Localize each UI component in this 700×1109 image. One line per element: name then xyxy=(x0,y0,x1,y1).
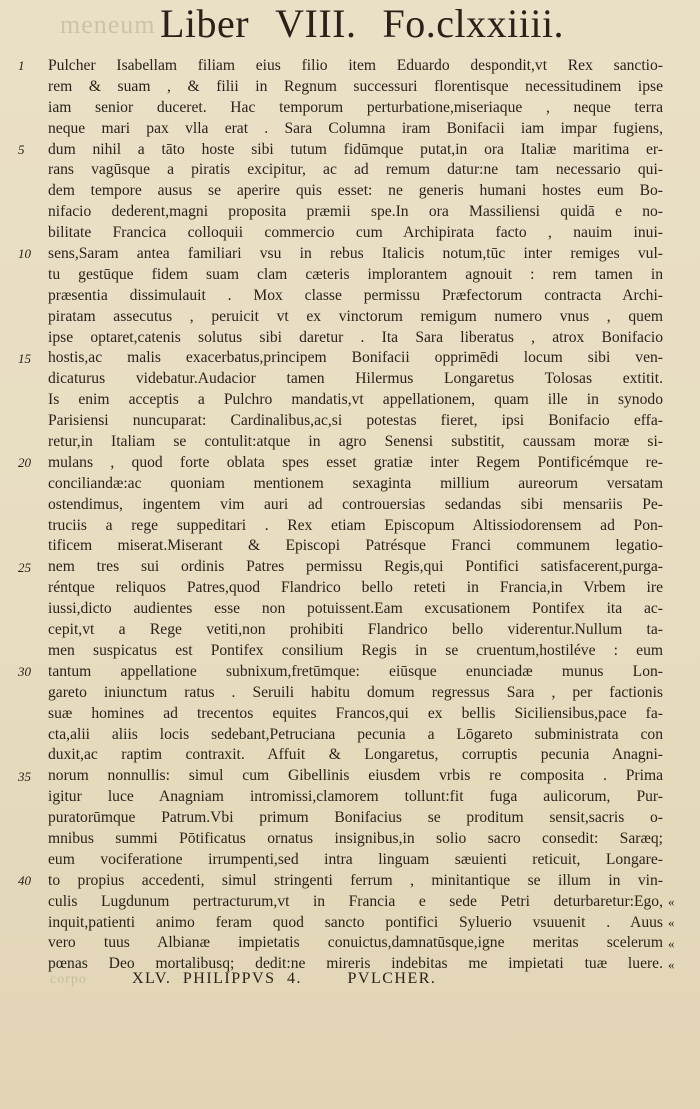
page-footer xyxy=(50,970,650,994)
running-head-book: Liber xyxy=(160,1,250,46)
text-line: præsentia dissimulauit . Mox classe permissu Præfectorum contracta Archi- xyxy=(48,286,663,304)
text-line: iussi,dicto audientes esse non potuissent.Eam excusationem Pontifex ita ac- xyxy=(48,600,663,618)
text-line: neque mari pax vlla erat . Sara Columna iram Bonifacii iam impar fugiens, xyxy=(48,119,663,137)
text-line: puratorūmque Patrum.Vbi primum Bonifacius se proditum sensit,sacris o- xyxy=(48,809,663,827)
text-line: tu gestūque fidem suam clam cæteris implorantem agnouit : rem tamen in xyxy=(48,265,663,283)
catchline-name: PHILIPPVS xyxy=(182,970,276,987)
line-number: 10 xyxy=(18,246,31,262)
text-line: piratam assecutus , peruicit vt ex vinctorum remigum numero vnus , quem xyxy=(48,307,663,325)
text-line: vero tuus Albianæ impietatis conuictus,damnatūsque,igne meritas scelerum xyxy=(48,934,663,952)
text-line: mulans , quod forte oblata spes esset gratiæ inter Regem Pontificémque re- xyxy=(48,453,663,471)
text-line: ostendimus, ingentem vim auri ad controuersias sedandas sibi mensariis Pe- xyxy=(48,495,663,513)
catchline-number: XLV. xyxy=(132,970,172,987)
bleed-through-text: meneum xyxy=(60,10,156,39)
text-line: dum nihil a tāto hoste sibi tutum fidūmque putat,in ora Italiæ maritima er- xyxy=(48,140,663,158)
quotation-mark: « xyxy=(668,894,675,909)
body-text xyxy=(48,56,663,975)
text-line: inquit,patienti animo feram quod sancto pontifici Sylueriо vsuuenit . Auus xyxy=(48,913,663,931)
text-line: réntque reliquos Patres,quod Flandrico bello reteti in Francia,in Vrbem ire xyxy=(48,579,663,597)
text-line: suæ homines ad trecentos equites Francos,qui ex bellis Siciliensibus,pace fa- xyxy=(48,704,663,722)
bleed-through-footer: corpo xyxy=(50,972,87,987)
text-line: dicaturus videbatur.Audacior tamen Hilermus Longaretus Tolosas extitit. xyxy=(48,370,663,388)
text-line: hostis,ac malis exacerbatus,principem Bonifacii opprimēdi locum sibi ven- xyxy=(48,349,663,367)
running-head xyxy=(160,0,590,47)
text-line: ipse optaret,catenis solutus sibi daretur . Ita Sara liberatus , atrox Bonifacio xyxy=(48,328,663,346)
text-line: Is enim acceptis a Pulchro mandatis,vt appellationem, quam ille in synodo xyxy=(48,391,663,409)
text-line: dem tempore ausus se aperire quis esset: ne generis humani hostes eum Bo- xyxy=(48,182,663,200)
line-number: 1 xyxy=(18,58,25,73)
line-number: 25 xyxy=(18,559,31,575)
page-header xyxy=(60,0,680,52)
catchline-ordinal: 4. xyxy=(287,970,302,987)
quotation-mark: « xyxy=(668,956,675,972)
line-number: 35 xyxy=(18,768,31,784)
text-line: rans vagūsque a piratis excipitur, ac ad remum datur:ne tam necessario qui- xyxy=(48,161,663,179)
line-number: 20 xyxy=(18,455,31,471)
text-line: nem tres sui ordinis Patres permissu Regis,qui Pontifici satisfacerent,purga- xyxy=(48,558,663,576)
text-line: gareto iniunctum ratus . Seruili habitu domum regressus Sara , per factionis xyxy=(48,683,663,701)
line-number: 30 xyxy=(18,664,31,680)
text-line: Parisiensi nuncuparat: Cardinalibus,ac,si potestas fieret, ipsi Bonifacio effa- xyxy=(48,412,663,430)
text-line: cta,alii aliis locis sedebant,Petruciana pecunia a Lōgareto subministrata con xyxy=(48,725,663,743)
running-head-number: VIII. xyxy=(275,1,357,46)
quotation-mark: « xyxy=(668,914,675,930)
line-number: 5 xyxy=(18,141,25,157)
quotation-mark: « xyxy=(668,935,675,951)
text-line: to propius accedenti, simul stringenti ferrum , minitantique se illum in vin- xyxy=(48,871,663,889)
text-line: duxit,ac raptim contraxit. Affuit & Longaretus, corruptis pecunia Anagni- xyxy=(48,746,663,764)
text-line: truciis a rege suppeditari . Rex etiam Episcopum Altissiodorensem ad Pon- xyxy=(48,516,663,534)
text-line: tificem miserat.Miserant & Episcopi Patrésque Franci communem legatio- xyxy=(48,537,663,555)
text-line: bilitate Francica colloquii commercio cum Archipirata facto , nauim inui- xyxy=(48,224,663,242)
text-line: nifacio dederent,magni proposita præmii spe.In ora Massiliensi quidā e no- xyxy=(48,203,663,221)
text-line: men suspicatus est Pontifex consilium Regis in se cruentum,hostiléve : eum xyxy=(48,641,663,659)
text-line: Pulcher Isabellam filiam eius filio item Eduardo despondit,vt Rex sanctio- xyxy=(48,57,663,74)
text-line: norum nonnullis: simul cum Gibellinis eiusdem vrbis re composita . Prima xyxy=(48,767,663,785)
text-line: rem & suam , & filii in Regnum successuri florentisque necessitudinem ipse xyxy=(48,77,663,95)
line-number: 15 xyxy=(18,350,31,366)
text-line: eum vociferatione irrumpenti,sed intra linguam sæuienti reticuit, Longare- xyxy=(48,850,663,868)
text-line: conciliandæ:ac quoniam mentionem sexaginta millium aureorum versatam xyxy=(48,474,663,492)
text-line: cepit,vt a Rege vetiti,non prohibiti Flandrico bello viderentur.Nullum ta- xyxy=(48,621,663,639)
text-line: tantum appellatione subnixum,fretūmque: eiūsque enunciadæ munus Lon- xyxy=(48,662,663,680)
folio-number: Fo.clxxiiii. xyxy=(382,1,565,46)
text-line: sens,Saram antea familiari vsu in rebus Italicis notum,tūc inter remiges vul- xyxy=(48,245,663,263)
text-line: iam senior duceret. Hac temporum perturbatione,miseriaque , neque terra xyxy=(48,98,663,116)
line-number: 40 xyxy=(18,873,31,889)
text-line: retur,in Italiam se contulit:atque in agro Senensi substitit, caussam moræ si- xyxy=(48,433,663,451)
text-line: pœnas Deo mortalibusq; dedit:ne mireris indebitas me impietati tuæ luere. xyxy=(48,955,663,973)
text-line: mnibus summi Pōtificatus ornatus insignibus,in solio sacro consedit: Saræq; xyxy=(48,829,663,847)
catchline xyxy=(132,970,442,988)
text-line: igitur luce Anagniam intromissi,clamorem tollunt:fit fuga aulicorum, Pur- xyxy=(48,788,663,806)
text-line: culis Lugdunum pertracturum,vt in Francia e sede Petri deturbaretur:Ego, xyxy=(48,892,663,910)
catchline-epithet: PVLCHER. xyxy=(347,970,437,987)
